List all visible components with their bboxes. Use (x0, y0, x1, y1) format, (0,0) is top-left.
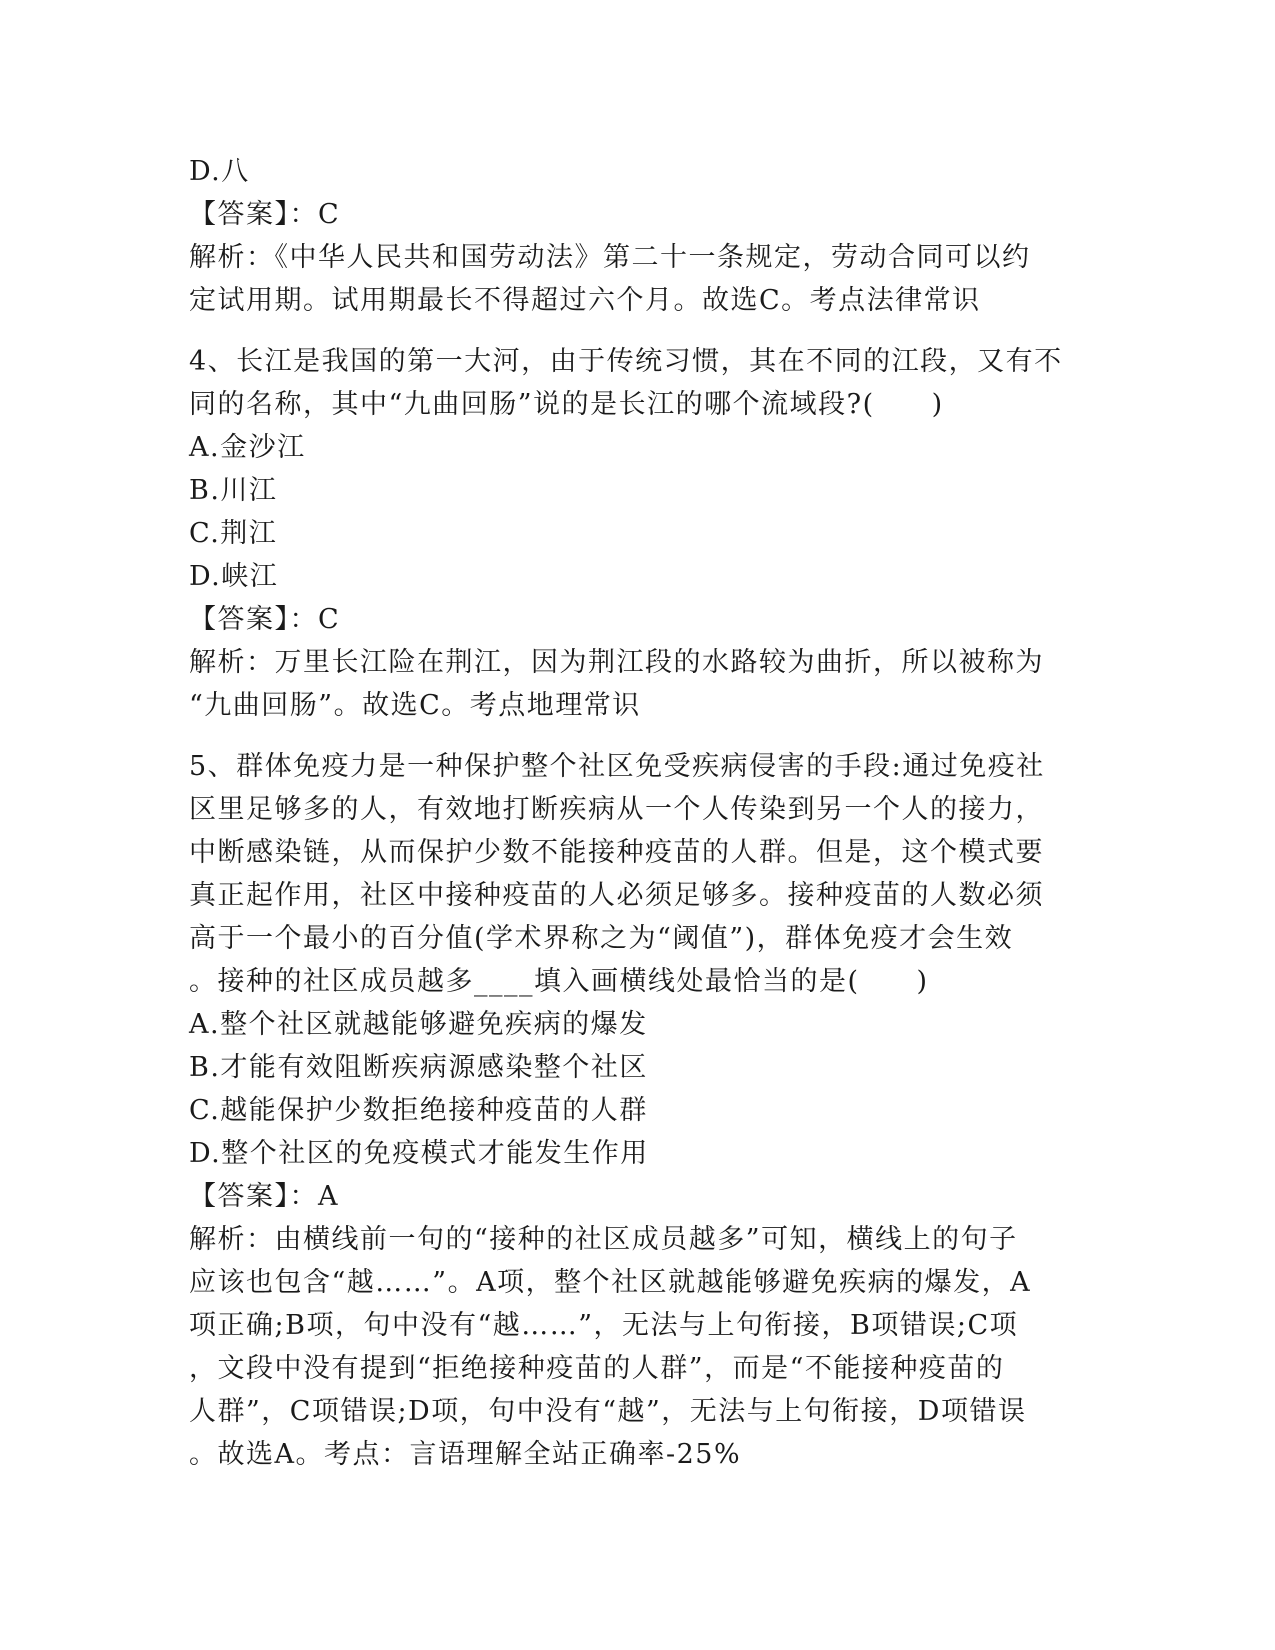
question-text-line: 中断感染链，从而保护少数不能接种疫苗的人群。但是，这个模式要 (189, 837, 1044, 868)
question-text-line: 5、群体免疫力是一种保护整个社区免受疾病侵害的手段:通过免疫社 (189, 751, 1045, 782)
analysis-line: ，文段中没有提到“拒绝接种疫苗的人群”，而是“不能接种疫苗的 (189, 1353, 1005, 1384)
question-text-line: 真正起作用，社区中接种疫苗的人必须足够多。接种疫苗的人数必须 (189, 880, 1044, 911)
question-text-line: 区里足够多的人，有效地打断疾病从一个人传染到另一个人的接力， (189, 794, 1044, 825)
answer-line: 【答案】：C (189, 604, 341, 635)
analysis-line: 解析：《中华人民共和国劳动法》第二十一条规定，劳动合同可以约 (189, 242, 1031, 273)
question-text-line: 高于一个最小的百分值(学术界称之为“阈值”)，群体免疫才会生效 (189, 923, 1014, 954)
analysis-line: 定试用期。试用期最长不得超过六个月。故选C。考点法律常识 (189, 285, 981, 316)
option-d: D.整个社区的免疫模式才能发生作用 (189, 1138, 649, 1169)
analysis-line: 。故选A。考点：言语理解全站正确率-25% (189, 1439, 742, 1470)
analysis-line: 解析：万里长江险在荆江，因为荆江段的水路较为曲折，所以被称为 (189, 647, 1044, 678)
question-5 (189, 745, 1089, 1476)
question-3-tail (189, 150, 1089, 322)
question-text-line: 。接种的社区成员越多____填入画横线处最恰当的是( ) (189, 966, 929, 997)
answer-line: 【答案】：A (189, 1181, 339, 1212)
analysis-line: 解析：由横线前一句的“接种的社区成员越多”可知，横线上的句子 (189, 1224, 1018, 1255)
analysis-line: “九曲回肠”。故选C。考点地理常识 (189, 690, 641, 721)
option-b: B.才能有效阻断疾病源感染整个社区 (189, 1052, 648, 1083)
option-a: A.金沙江 (189, 432, 306, 463)
option-b: B.川江 (189, 475, 278, 506)
question-4 (189, 340, 1089, 727)
option-d: D.峡江 (189, 561, 279, 592)
option-a: A.整个社区就越能够避免疾病的爆发 (189, 1009, 648, 1040)
document-page (189, 150, 1089, 1476)
option-c: C.荆江 (189, 518, 278, 549)
option-c: C.越能保护少数拒绝接种疫苗的人群 (189, 1095, 648, 1126)
question-text-line: 4、长江是我国的第一大河，由于传统习惯，其在不同的江段，又有不 (189, 346, 1063, 377)
option-d: D.八 (189, 156, 250, 187)
analysis-line: 人群”，C项错误;D项，句中没有“越”，无法与上句衔接，D项错误 (189, 1396, 1027, 1427)
analysis-line: 项正确;B项，句中没有“越……”，无法与上句衔接，B项错误;C项 (189, 1310, 1019, 1341)
answer-line: 【答案】：C (189, 199, 341, 230)
question-text-line: 同的名称，其中“九曲回肠”说的是长江的哪个流域段?( ) (189, 389, 944, 420)
analysis-line: 应该也包含“越……”。A项，整个社区就越能够避免疾病的爆发，A (189, 1267, 1032, 1298)
